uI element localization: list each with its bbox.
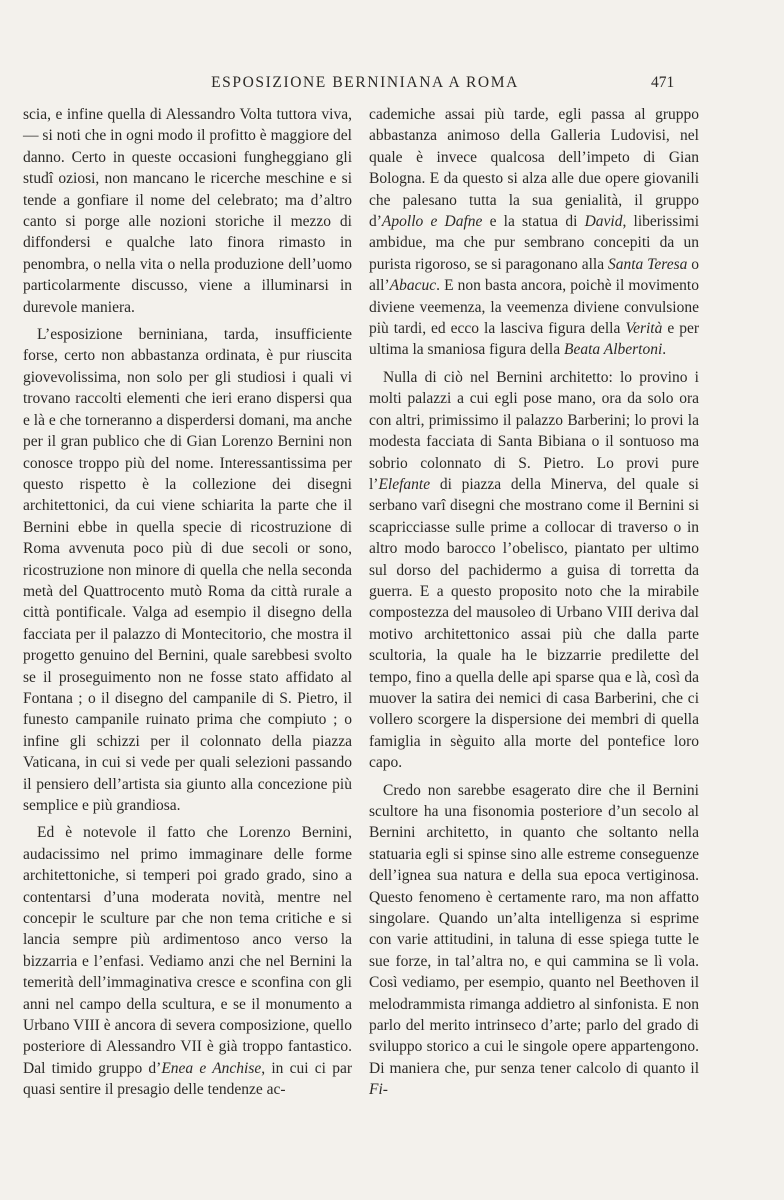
text-run: Ed è notevole il fatto che Lorenzo Bernini, audacissimo nel primo immaginare delle forme architettoniche, si temperi poi grado grado, sino a contentarsi d’una moderata novità, mentre nel concepir le sculture par che non tema critiche e si lancia sempre più ardimentoso anco verso la bizzarria e l’enfasi. Vediamo anzi che nel Bernini la temerità dell’immaginativa cresce e sconfina con gli anni nel campo della scultura, e se il monumento a Urbano VIII è ancora di severa composizione, quello posteriore di Alessandro VII è già troppo fantastico. Dal timido gruppo d’ xyxy=(23,824,352,1077)
text-run: di piazza della Minerva, del quale si serbano varî disegni che mostrano come il Bernini si scapricciasse sulle prime a collocar di traverso o in altro modo barocco l’obelisco, piantato per ultimo sul dorso del pachidermo a guisa di torretta da guerra. E a questo proposito noto che la mirabile compostezza del mausoleo di Urbano VIII deriva dal motivo architettonico assai più che dalla parte scultoria, la quale ha le bizzarrie predilette del tempo, fino a quella delle api sparse qua e là, così da muover la satira dei nemici di casa Barberini, che ci vollero scorgere la dispersione dei membri di quella famiglia in sèguito alla morte del pontefice loro capo. xyxy=(369,475,699,772)
artwork-title: Abacuc xyxy=(389,277,437,295)
text-run: Nulla di ciò nel Bernini architetto: lo provino i molti palazzi a cui egli pose mano, ora da solo ora con altri, primissimo il palazzo Barberini; lo provi la modesta facciata di Santa Bibiana o il sontuoso ma sobrio colonnato di S. Pietro. Lo provi pure l’ xyxy=(369,368,699,493)
left-column xyxy=(23,104,352,1101)
artwork-title: Santa Teresa xyxy=(607,255,688,273)
text-run: e la statua di xyxy=(482,213,585,231)
text-run: o all’ xyxy=(369,255,699,295)
italic-word: Fi- xyxy=(369,1081,388,1099)
text-run: , in cui ci par quasi sentire il presagio delle tendenze ac- xyxy=(23,1059,352,1099)
running-head xyxy=(0,74,784,96)
text-run: cademiche assai più tarde, egli passa al gruppo abbastanza animoso della Galleria Ludovisi, nel quale è invece qualcosa dell’impeto di Gian Bologna. E da questo si alza alle due opere giovanili che palesano tutta la sua genialità, il gruppo d’ xyxy=(369,106,699,231)
running-title: ESPOSIZIONE BERNINIANA A ROMA xyxy=(211,74,519,91)
page-number: 471 xyxy=(651,74,675,91)
paragraph-continued: scia, e infine quella di Alessandro Volta tuttora viva, — si noti che in ogni modo il profitto è maggiore del danno. Certo in queste occasioni fungheggiano gli studî oziosi, non mancano le ricerche meschine e si tende a gonfiare il nome del celebrato; ma d’altro canto si porge alle nozioni storiche il mezzo di diffondersi e qualche lato finora rimasto in penombra, o nella vita o nella produzione dell’uomo particolarmente discusso, viene a illuminarsi in durevole maniera. xyxy=(23,106,352,316)
artwork-title: Enea e Anchise xyxy=(161,1059,262,1077)
paragraph-notevole xyxy=(23,822,352,1100)
paragraph-credo xyxy=(369,780,699,1101)
artwork-title: Apollo e Dafne xyxy=(381,213,483,231)
text-run: . E non basta ancora, poichè il movimento diviene veemenza, la veemenza diviene convulsione più tardi, ed ecco la lasciva figura della xyxy=(369,277,699,338)
text-run: e per ultima la smaniosa figura della xyxy=(369,320,699,359)
paragraph-accademiche xyxy=(369,104,699,361)
text-run: , liberissimi ambidue, ma che pur sembrano concepiti da un purista rigoroso, se si paragonano alla xyxy=(369,213,700,273)
artwork-title: David xyxy=(584,213,623,231)
artwork-title: Beata Albertoni xyxy=(563,341,663,359)
right-column xyxy=(369,104,699,1101)
artwork-title: Verità xyxy=(625,320,663,338)
paragraph-nulla xyxy=(369,367,699,774)
text-run: Credo non sarebbe esagerato dire che il Bernini scultore ha una fisonomia posteriore d’un secolo al Bernini architetto, in quanto che soltanto nella statuaria egli si spinse sino alle estreme conseguenze dell’ignea sua natura e della sua epoca vertiginosa. Questo fenomeno è certamente raro, ma non affatto singolare. Quando un’alta intelligenza si esprime con varie attitudini, in taluna di esse spiega tutte le sue forze, in tal’altra no, e qui cammina se lì vola. Così vediamo, per esempio, quanto nel Beethoven il melodrammista rimanga addietro al sinfonista. E non parlo del merito intrinseco d’arte; parlo del grado di sviluppo storico a cui le singole opere appartengono. Di maniera che, pur senza tener calcolo di quanto il xyxy=(369,781,699,1077)
text-run: . xyxy=(662,341,667,359)
paragraph-esposizione: L’esposizione berniniana, tarda, insufficiente forse, certo non abbastanza ordinata, è pur riuscita giovevolissima, non solo per gli studiosi i quali vi trovano raccolti elementi che ieri erano dispersi qua e là e che torneranno a disperdersi domani, ma anche per il gran publico che di Gian Lorenzo Bernini non conosce troppo più del nome. Interessantissima per questo rispetto è la collezione dei disegni architettonici, da cui viene schiarita la parte che il Bernini ebbe in quella specie di ricostruzione di Roma avvenuta poco più di due secoli or sono, ricostruzione non minore di quella che nella seconda metà del Quattrocento mutò Roma da città rurale a città pontificale. Valga ad esempio il disegno della facciata per il palazzo di Montecitorio, che mostra il progetto genuino del Bernini, quale sarebbesi svolto se il proseguimento non ne fosse stato affidato al Fontana ; o il disegno del campanile di S. Pietro, il funesto campanile ruinato prima che compiuto ; o infine gli schizzi per il colonnato della piazza Vaticana, in cui si vede per quali selezioni passando il pensiero dell’artista sia giunto alla concezione più semplice e più grandiosa. xyxy=(23,326,352,814)
artwork-title: Elefante xyxy=(378,475,431,493)
